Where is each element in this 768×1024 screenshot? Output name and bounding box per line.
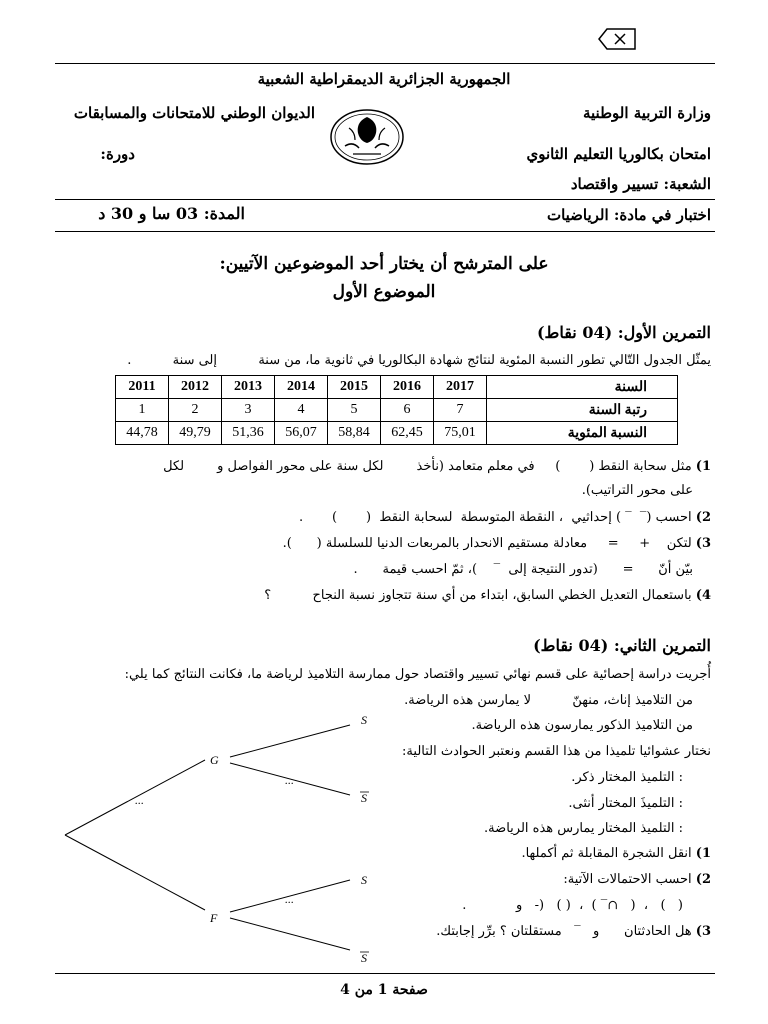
exercise2-question-3 [381,924,711,939]
ministry-name: وزارة التربية الوطنية [582,104,711,122]
exercise2-question-1 [381,846,711,861]
table-cell: 2017 [434,376,487,399]
exercise2-question-2-items: ( ) ، ( ∩‾ ) ، ( ) (- و . [462,898,683,913]
table-cell: 44,78 [116,422,169,445]
table-row-label: النسبة المئوية [487,422,678,445]
table-cell: 1 [116,399,169,422]
question-number: 1) [695,459,711,474]
exercise1-question-1-cont: على محور التراتيب). [581,483,693,498]
close-icon[interactable] [597,27,637,51]
table-row-years [116,376,678,399]
question-text: انقل الشجرة المقابلة ثم أكملها. [521,846,692,861]
exercise2-intro: أُجريت دراسة إحصائية على قسم نهائي تسيير واقتصاد حول ممارسة التلاميذ لرياضة ما، فكانت النتائج كما يلي: [124,667,711,682]
table-cell: 2014 [275,376,328,399]
exercise1-question-1 [51,459,711,474]
republic-title: الجمهورية الجزائرية الديمقراطية الشعبية [257,70,511,88]
table-cell: 3 [222,399,275,422]
exercise1-intro: يمثّل الجدول التّالي تطور النسبة المئوية لنتائج شهادة البكالوريا في ثانوية ما، من سنة إلى سنة . [127,353,711,368]
table-cell: 2013 [222,376,275,399]
question-text: احسب (‾ ‾ ) إحداثيي ، النقطة المتوسطة لسحابة النقط ( ) . [298,510,692,525]
branch-label: الشعبة: تسيير واقتصاد [570,175,711,193]
table-cell: 4 [275,399,328,422]
table-cell: 62,45 [381,422,434,445]
tree-node-g: G [210,753,219,767]
topic-title: الموضوع الأول [332,282,436,302]
duration-label: المدة: [203,204,245,223]
tree-branch [65,835,205,910]
exercise2-choose: نختار عشوائيا تلميذا من هذا القسم ونعتبر الحوادث التالية: [402,744,711,759]
exercise1-title: التمرين الأول: (04 نقاط) [536,323,711,342]
table-cell: 51,36 [222,422,275,445]
question-text: مثل سحابة النقط ( ) في معلم متعامد (نأخذ لكل سنة على محور الفواصل و لكل [163,459,692,474]
data-table [115,375,678,445]
table-cell: 2016 [381,376,434,399]
question-text: باستعمال التعديل الخطي السابق، ابتداء من أي سنة تتجاوز نسبة النجاح ؟ [264,588,692,603]
national-emblem [329,108,405,166]
table-cell: 56,07 [275,422,328,445]
tree-blank: ... [135,793,144,807]
exercise2-question-2 [381,872,711,887]
table-cell: 7 [434,399,487,422]
tree-branch [230,918,350,950]
tree-blank: ... [285,892,294,906]
table-row-label: السنة [487,376,678,399]
tree-leaf-s: S [361,873,367,887]
question-number: 4) [695,588,711,603]
table-cell: 49,79 [169,422,222,445]
tree-leaf-s-bar: S [361,951,367,965]
probability-tree [55,700,385,970]
table-cell: 5 [328,399,381,422]
duration-value: 03 سا و 30 د [98,204,199,223]
question-text: هل الحادثتان و ‾ مستقلتان ؟ برِّر إجابتك. [436,924,692,939]
exercise2-fact-2: من التلاميذ الذكور يمارسون هذه الرياضة. [471,718,693,733]
table-row-ranks [116,399,678,422]
office-name: الديوان الوطني للامتحانات والمسابقات [73,104,315,122]
table-cell: 2012 [169,376,222,399]
exercise1-question-3-cont: بيّن أنّ = (تدور النتيجة إلى ‾ )، ثمّ احسب قيمة . [353,562,693,577]
duration [55,204,245,223]
exercise1-question-4 [51,588,711,603]
header-top-rule [55,63,715,64]
instruction: على المترشح أن يختار أحد الموضوعين الآتيين: [219,254,549,274]
header-bottom-rule [55,231,715,232]
table-row-label: رتبة السنة [487,399,678,422]
tree-leaf-s-bar: S [361,791,367,805]
table-cell: 2011 [116,376,169,399]
question-text: احسب الاحتمالات الآتية: [563,872,692,887]
table-cell: 2015 [328,376,381,399]
table-cell: 2 [169,399,222,422]
table-cell: 6 [381,399,434,422]
exercise2-event-2: : التلميذَ المختار أنثى. [568,796,683,811]
session-label: دورة: [100,145,135,163]
tree-leaf-s: S [361,713,367,727]
question-number: 2) [695,510,711,525]
exercise2-title: التمرين الثاني: (04 نقاط) [533,636,711,655]
question-text: لتكن + = معادلة مستقيم الانحدار بالمربعات الدنيا للسلسلة ( ). [282,536,692,551]
tree-node-f: F [210,911,218,925]
exam-name: امتحان بكالوريا التعليم الثانوي [526,145,711,163]
footer-rule [55,973,715,974]
question-number: 2) [695,872,711,887]
question-number: 1) [695,846,711,861]
header-rule [55,199,715,200]
exercise1-question-3 [51,536,711,551]
exercise2-event-3: : التلميذ المختار يمارس هذه الرياضة. [484,821,683,836]
subject-label: اختبار في مادة: الرياضيات [546,206,711,224]
question-number: 3) [695,536,711,551]
exercise2-fact-1: من التلاميذ إناث، منهنّ لا يمارسن هذه الرياضة. [404,693,693,708]
exercise1-question-2 [51,510,711,525]
table-cell: 58,84 [328,422,381,445]
table-row-percentages [116,422,678,445]
table-cell: 75,01 [434,422,487,445]
tree-blank: ... [285,773,294,787]
question-number: 3) [695,924,711,939]
page-number: صفحة 1 من 4 [340,982,428,998]
exercise2-event-1: : التلميذ المختار ذكر. [571,770,683,785]
tree-branch [230,725,350,757]
